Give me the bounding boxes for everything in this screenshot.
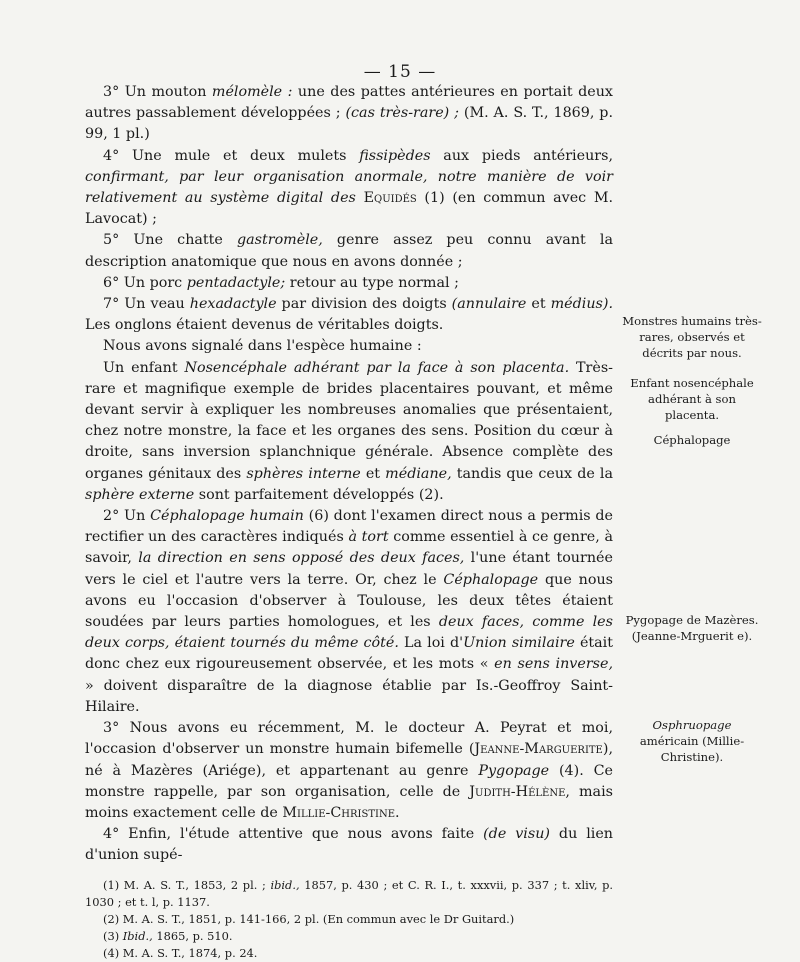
text-run: l'une étant tournée vers le ciel et l'autre vers la terre. Or, chez le [85,550,613,588]
small-caps-name: Equidés [363,190,417,207]
text-run: retour au type normal ; [285,274,459,291]
text-run: par division des doigts [276,296,452,313]
italic-text: gastromèle, [236,232,323,249]
italic-text: médius). [550,296,613,313]
paragraph-p5 [85,294,613,336]
italic-text: à tort [348,529,389,546]
text-run: (3) [103,928,123,943]
text-run: 4° Enfin, l'étude attentive que nous avons faite [103,826,484,843]
text-run: ), né à Mazères (Ariége), et appartenant au genre [85,741,613,779]
italic-text: (cas très-rare) ; [345,105,459,122]
margin-note-s5 [622,717,762,765]
italic-text: pentadactyle; [186,274,286,291]
text-run: que nous avons eu l'occasion d'observer à Toulouse, les deux têtes étaient soudées par leurs parties homologues, et les [85,571,613,631]
footnote-f2 [85,911,613,928]
italic-text: Céphalopage [443,571,539,588]
italic-text: en sens inverse, [494,656,613,673]
footnotes [85,877,613,962]
text-run: 7° Un veau [103,296,190,313]
text-run: (1) (en commun avec M. Lavocat) ; [85,190,614,228]
paragraph-p7 [85,358,613,506]
footnote-f1 [85,877,613,911]
text-run: » doivent disparaître de la diagnose établie par Is.-Geoffroy Saint-Hilaire. [85,677,613,715]
text-run: une des pattes antérieures en portait deux autres passablement développées ; [85,84,613,122]
text-run: Monstres humains très-rares, observés et décrits par nous. [622,314,762,360]
text-run: et [526,296,551,313]
text-run: aux pieds antérieurs, [430,147,613,164]
text-run: et [360,465,386,482]
margin-note-s1 [622,313,762,361]
text-run: sont parfaitement développés (2). [194,486,444,503]
footnote-f4 [85,945,613,962]
text-run: (4) M. A. S. T., 1874, p. 24. [103,945,258,960]
text-run: 5° Une chatte [103,232,237,249]
text-run: Les onglons étaient devenus de véritables doigts. [85,317,444,334]
paragraph-p2 [85,146,613,231]
paragraph-p10 [85,824,613,866]
italic-text: Pygopage [478,762,550,779]
margin-note-s2 [622,375,762,423]
text-run: Enfant nosencéphale adhérant à son placenta. [630,376,754,422]
small-caps-name: Jeanne-Marguerite [474,741,603,758]
italic-text: ibid., [270,877,300,892]
text-run: 6° Un porc [103,274,187,291]
page-number: — 15 — [363,62,437,82]
text-run: 4° Une mule et deux mulets [103,147,360,164]
italic-text: Nosencéphale adhérant par la face à son placenta. [184,359,570,376]
italic-text: Céphalopage humain [150,508,304,525]
italic-text: deux faces, comme les deux corps, étaient tournés du même côté. [85,614,613,652]
text-run: Très-rare et magnifique exemple de brides placentaires pouvant, et même devant servir à expliquer les nombreuses anomalies que présentaient, chez notre monstre, la face et les organes des sens. Position du cœur à droite, sans inversion splanchnique générale. Absence complète des organes génitaux des [85,359,613,482]
italic-text: hexadactyle [189,296,277,313]
text-run: 3° Nous avons eu récemment, M. le docteur A. Peyrat et moi, l'occasion d'observer un monstre humain bifemelle ( [85,720,613,758]
text-run: américain (Millie-Christine). [639,734,745,764]
italic-text: médiane, [385,465,452,482]
text-run: . [395,804,400,821]
paragraph-p8 [85,506,613,718]
italic-text: Osphruopage [652,718,732,732]
italic-text: (de visu) [483,826,550,843]
text-run: (2) M. A. S. T., 1851, p. 141-166, 2 pl. (En commun avec le Dr Guitard.) [103,911,515,926]
text-run [356,190,364,206]
paragraph-p3 [85,230,613,272]
italic-text: Ibid., [122,928,153,943]
text-run: La loi d' [398,635,464,652]
text-run: 1865, p. 510. [152,928,233,943]
text-run: 3° Un mouton [103,84,212,100]
text-run: Pygopage de Mazères. (Jeanne-Mrguerit e). [625,613,759,643]
small-caps-name: Millie-Christine [282,804,396,821]
text-run: tandis que ceux de la [451,465,614,482]
italic-text: la direction en sens opposé des deux faces, [138,550,465,567]
text-run: 1857, p. 430 ; et C. R. I., t. xxxvii, p. 337 ; t. xliv, p. 1030 ; et t. l, p. 1137. [85,877,613,909]
text-run: Nous avons signalé dans l'espèce humaine : [103,338,422,355]
text-run: , mais moins exactement celle de [85,783,613,821]
text-run: était donc chez eux rigoureusement observée, et les mots « [85,635,613,673]
italic-text: mélomèle : [211,84,293,100]
small-caps-name: Judith-Hélène [469,783,566,800]
italic-text: Union similaire [463,635,575,652]
footnote-f3 [85,928,613,945]
text-run: (M. A. S. T., 1869, p. 99, 1 pl.) [85,105,614,143]
text-run: Céphalopage [653,433,731,447]
italic-text: sphères interne [246,465,361,482]
italic-text: confirmant, par leur organisation anormale, notre manière de voir relativement au système digital des [85,168,613,207]
text-run: Un enfant [103,359,185,376]
paragraph-p4 [85,273,613,294]
body-paragraphs [85,82,613,867]
paragraph-p6 [85,336,613,357]
text-run: (4). Ce monstre rappelle, par son organisation, celle de [85,762,613,800]
text-run: genre assez peu connu avant la description anatomique que nous en avons donnée ; [85,232,613,270]
paragraph-p1 [85,82,613,146]
main-text [85,82,613,962]
paragraph-p9 [85,718,613,824]
italic-text: (annulaire [451,296,527,313]
italic-text: sphère externe [85,486,195,503]
text-run: comme essentiel à ce genre, à savoir, [85,529,613,567]
margin-note-s3 [622,432,762,448]
text-run: du lien d'union supé- [85,826,614,864]
italic-text: fissipèdes [359,147,431,164]
margin-note-s4 [622,612,762,644]
text-run: (6) dont l'examen direct nous a permis de rectifier un des caractères indiqués [85,508,614,546]
text-run: (1) M. A. S. T., 1853, 2 pl. ; [103,877,271,892]
text-run: 2° Un [103,508,151,525]
